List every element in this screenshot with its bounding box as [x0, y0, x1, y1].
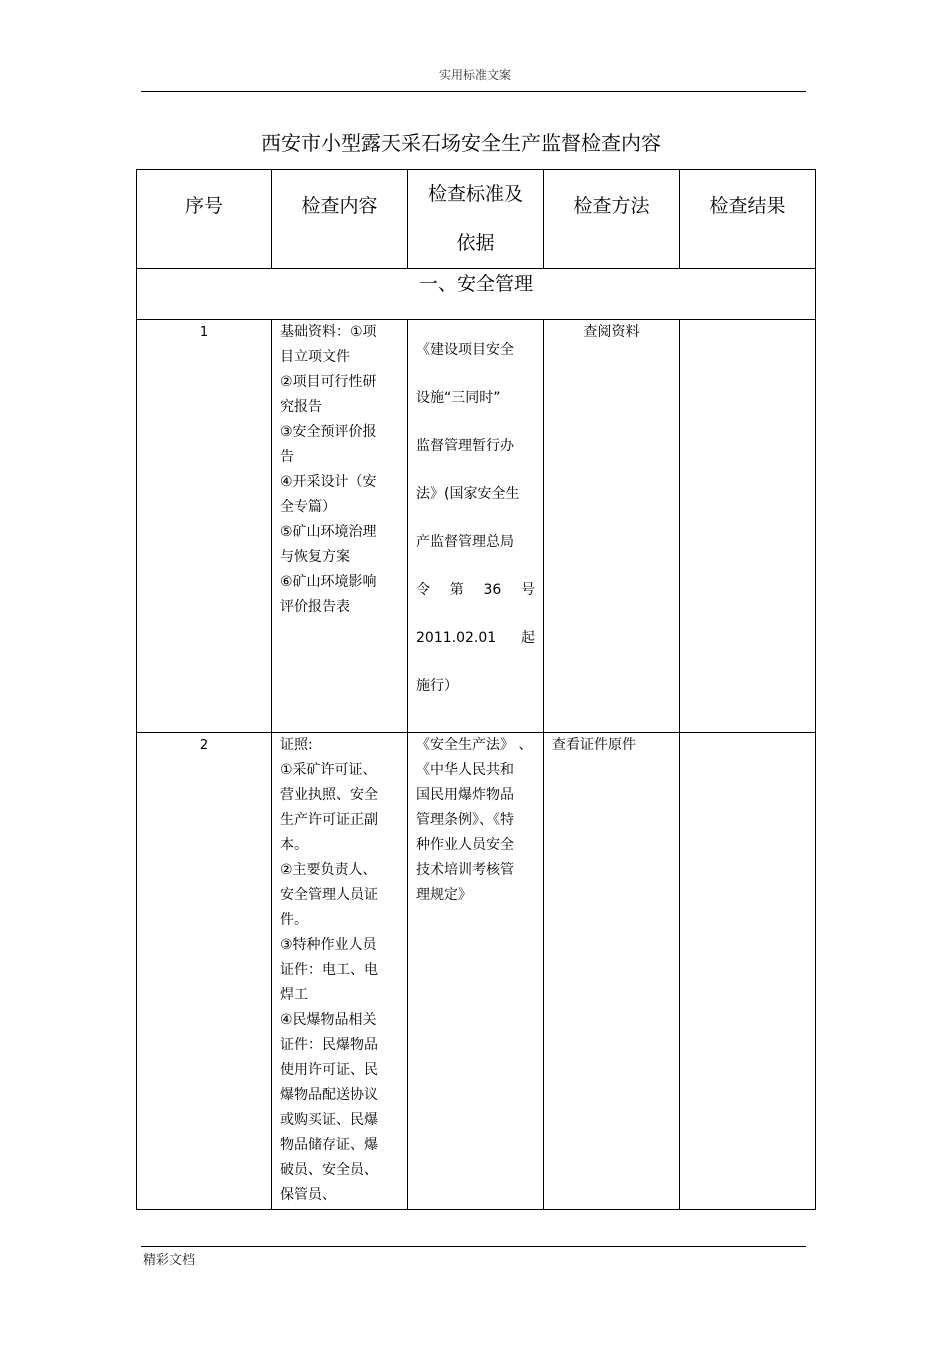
standard-line-spread	[416, 566, 535, 614]
header-result-label: 检查结果	[709, 195, 786, 217]
content-line: 使用许可证、民	[280, 1062, 378, 1078]
standard-line: 技术培训考核管	[416, 862, 514, 878]
standard-line: 法》(国家安全生	[416, 486, 520, 502]
row-standard	[408, 320, 544, 733]
standard-line: 《中华人民共和	[416, 762, 514, 778]
standard-word: 36	[483, 582, 502, 598]
content-line: 本。	[280, 837, 308, 853]
standard-word: 号	[520, 582, 535, 598]
table-row	[137, 320, 816, 733]
row-result	[680, 733, 816, 1210]
section-row	[137, 269, 816, 320]
row-content	[272, 320, 408, 733]
standard-line-spread	[416, 614, 535, 662]
row-content	[272, 733, 408, 1210]
standard-line: 理规定》	[416, 887, 472, 903]
standard-line: 国民用爆炸物品	[416, 787, 514, 803]
page-header: 实用标准文案	[438, 68, 511, 82]
content-line: 证件：电工、电	[280, 962, 378, 978]
table-header-row	[137, 170, 816, 269]
content-line: 安全管理人员证	[280, 887, 378, 903]
header-standard-label	[408, 170, 543, 268]
header-cell-method	[544, 170, 680, 269]
inspection-table	[136, 169, 816, 1210]
content-line: 或购买证、民爆	[280, 1112, 378, 1128]
standard-line: 种作业人员安全	[416, 837, 514, 853]
content-line: ⑤矿山环境治理	[280, 524, 377, 540]
content-line: 件。	[280, 912, 308, 928]
row-number: 1	[137, 320, 272, 733]
content-line: ④民爆物品相关	[280, 1012, 377, 1028]
content-line: 证件：民爆物品	[280, 1037, 378, 1053]
header-standard-line1: 检查标准及	[427, 183, 523, 205]
section-title: 一、安全管理	[137, 269, 816, 320]
content-line: 生产许可证正副	[280, 812, 378, 828]
table-row	[137, 733, 816, 1210]
header-cell-content	[272, 170, 408, 269]
content-line: ①采矿许可证、	[280, 762, 377, 778]
content-line: ③安全预评价报	[280, 424, 377, 440]
page-footer: 精彩文档	[143, 1253, 196, 1268]
row-standard	[408, 733, 544, 1210]
header-rule	[141, 91, 806, 92]
standard-word: 令	[416, 582, 430, 598]
content-line: 基础资料：①项	[280, 324, 377, 340]
content-line: 破员、安全员、	[280, 1162, 378, 1178]
content-line: 与恢复方案	[280, 549, 350, 565]
header-content-label: 检查内容	[301, 195, 378, 217]
content-line: ⑥矿山环境影响	[280, 574, 377, 590]
footer-rule	[141, 1246, 806, 1247]
content-line: 爆物品配送协议	[280, 1087, 378, 1103]
content-line: ④开采设计（安	[280, 474, 377, 490]
content-line: 保管员、	[280, 1187, 336, 1203]
content-line: 究报告	[280, 399, 322, 415]
header-cell-standard	[408, 170, 544, 269]
document-title: 西安市小型露天采石场安全生产监督检查内容	[261, 131, 661, 155]
content-line: ②主要负责人、	[280, 862, 377, 878]
content-line: 全专篇）	[280, 499, 336, 515]
standard-line: 施行）	[416, 678, 458, 694]
content-line: ③特种作业人员	[280, 937, 377, 953]
standard-line: 产监督管理总局	[416, 534, 514, 550]
header-cell-number	[137, 170, 272, 269]
row-method: 查看证件原件	[544, 733, 680, 1210]
content-line: 目立项文件	[280, 349, 350, 365]
standard-word: 2011.02.01	[416, 630, 497, 646]
content-line: 证照:	[280, 737, 313, 753]
content-line: 评价报告表	[280, 599, 350, 615]
standard-line: 《安全生产法》 、	[416, 737, 533, 753]
content-line: 物品储存证、爆	[280, 1137, 378, 1153]
header-number-label: 序号	[184, 195, 223, 217]
header-cell-result	[680, 170, 816, 269]
row-method: 查阅资料	[544, 320, 680, 733]
standard-line: 设施“三同时”	[416, 390, 501, 406]
standard-line: 《建设项目安全	[416, 342, 514, 358]
standard-word: 第	[449, 582, 464, 598]
content-line: 营业执照、安全	[280, 787, 378, 803]
standard-line: 监督管理暂行办	[416, 438, 514, 454]
content-line: ②项目可行性研	[280, 374, 377, 390]
header-standard-line2: 依据	[456, 232, 495, 254]
row-number: 2	[137, 733, 272, 1210]
standard-line: 管理条例》、《特	[416, 812, 514, 828]
content-line: 焊工	[280, 987, 308, 1003]
row-result	[680, 320, 816, 733]
header-method-label: 检查方法	[573, 195, 650, 217]
standard-word: 起	[521, 630, 535, 646]
content-line: 告	[280, 449, 294, 465]
